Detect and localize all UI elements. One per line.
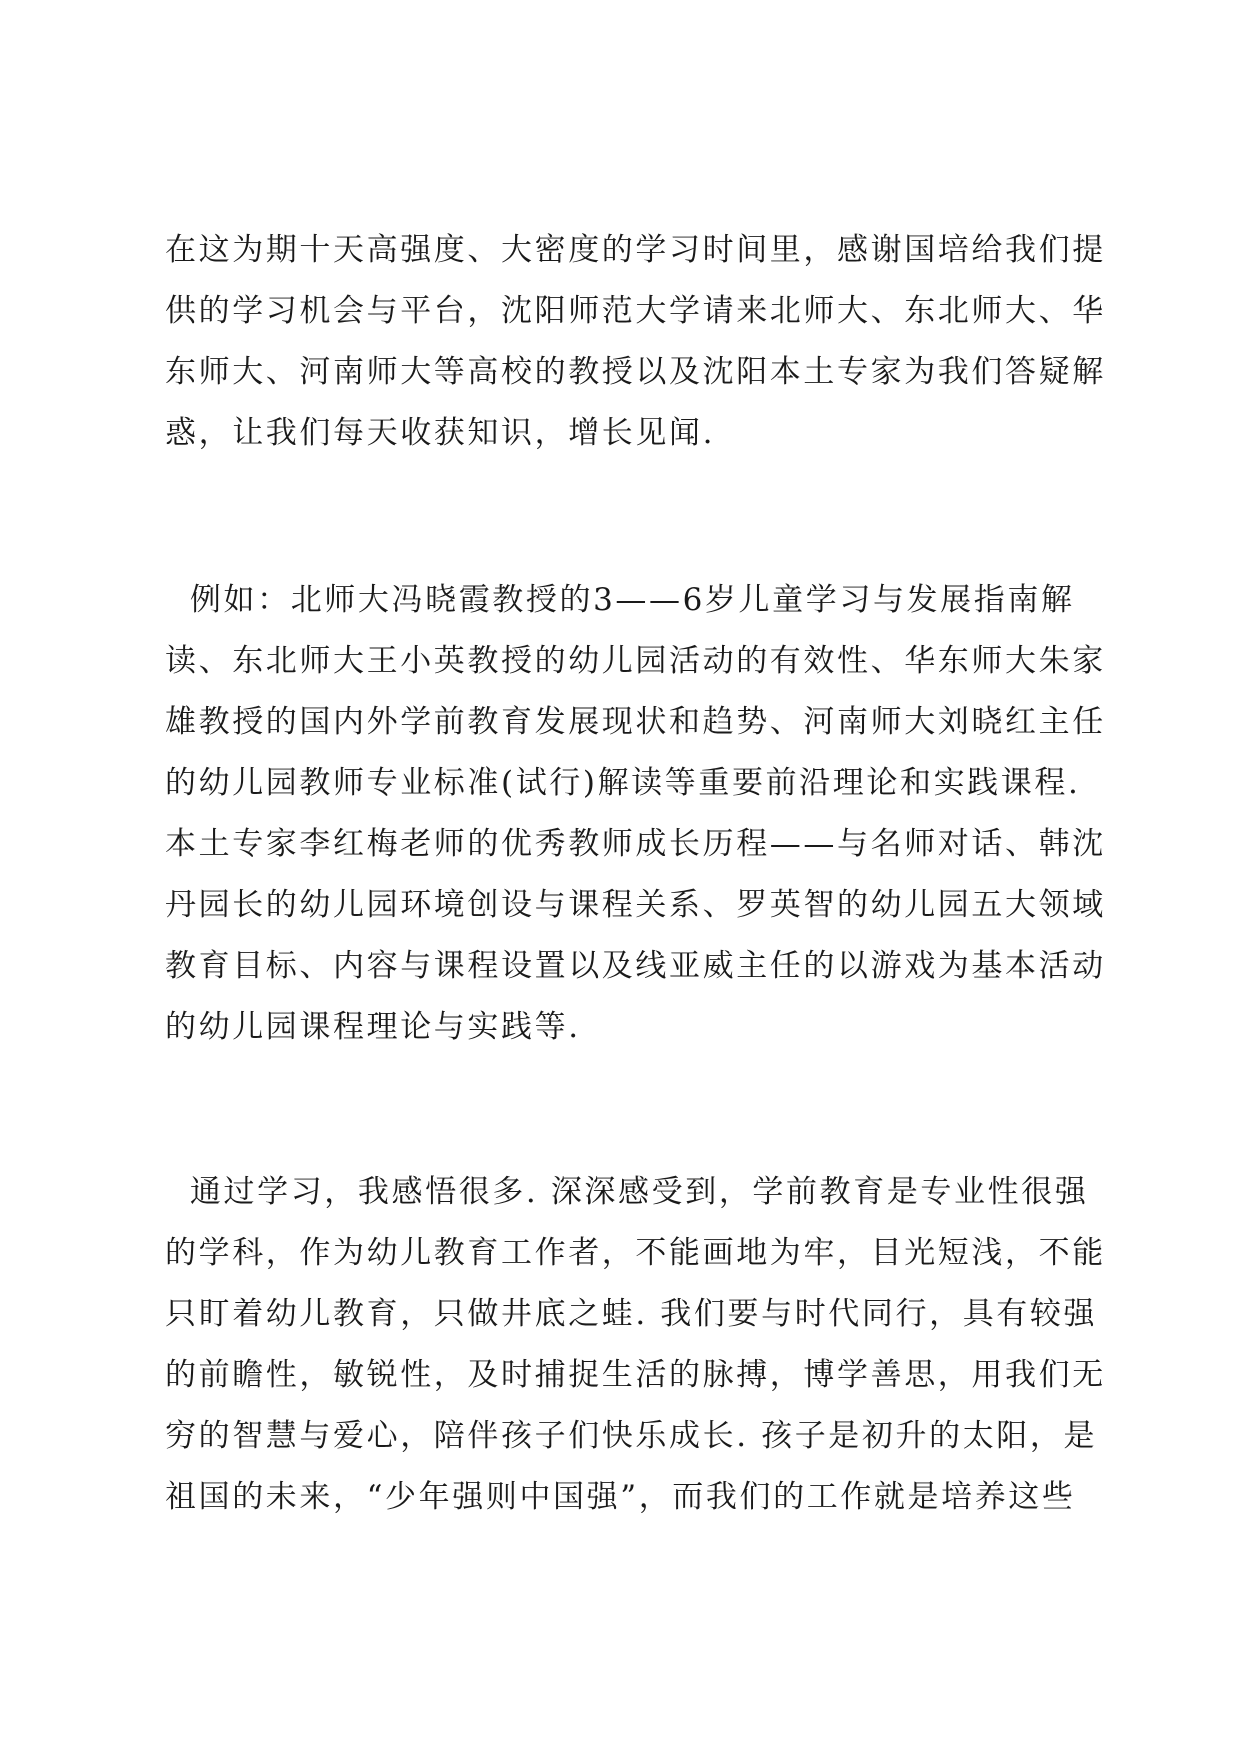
text-line: 例如：北师大冯晓霞教授的3——6岁儿童学习与发展指南解: [165, 582, 1075, 618]
text-line: 雄教授的国内外学前教育发展现状和趋势、河南师大刘晓红主任: [165, 704, 1106, 740]
text-line: 的幼儿园课程理论与实践等.: [165, 1009, 581, 1045]
text-line: 的学科，作为幼儿教育工作者，不能画地为牢，目光短浅，不能: [165, 1235, 1106, 1271]
text-line: 祖国的未来，“少年强则中国强”，而我们的工作就是培养这些: [165, 1479, 1076, 1515]
text-line: 读、东北师大王小英教授的幼儿园活动的有效性、华东师大朱家: [165, 643, 1106, 679]
text-line: 供的学习机会与平台，沈阳师范大学请来北师大、东北师大、华: [165, 293, 1106, 329]
text-line: 丹园长的幼儿园环境创设与课程关系、罗英智的幼儿园五大领域: [165, 887, 1106, 923]
paragraph-3: [165, 1162, 1106, 1528]
paragraph-1: [165, 220, 1106, 464]
text-line: 的幼儿园教师专业标准(试行)解读等重要前沿理论和实践课程.: [165, 765, 1081, 801]
text-line: 本土专家李红梅老师的优秀教师成长历程——与名师对话、韩沈: [165, 826, 1106, 862]
text-line: 只盯着幼儿教育，只做井底之蛙. 我们要与时代同行，具有较强: [165, 1296, 1098, 1332]
text-line: 穷的智慧与爱心，陪伴孩子们快乐成长. 孩子是初升的太阳，是: [165, 1418, 1098, 1454]
text-line: 东师大、河南师大等高校的教授以及沈阳本土专家为我们答疑解: [165, 354, 1106, 390]
text-line: 通过学习，我感悟很多. 深深感受到，学前教育是专业性很强: [165, 1174, 1089, 1210]
text-line: 的前瞻性，敏锐性，及时捕捉生活的脉搏，博学善思，用我们无: [165, 1357, 1106, 1393]
text-line: 惑，让我们每天收获知识，增长见闻.: [165, 415, 716, 451]
text-line: 在这为期十天高强度、大密度的学习时间里，感谢国培给我们提: [165, 232, 1106, 268]
text-line: 教育目标、内容与课程设置以及线亚威主任的以游戏为基本活动: [165, 948, 1106, 984]
paragraph-2: [165, 570, 1106, 1058]
